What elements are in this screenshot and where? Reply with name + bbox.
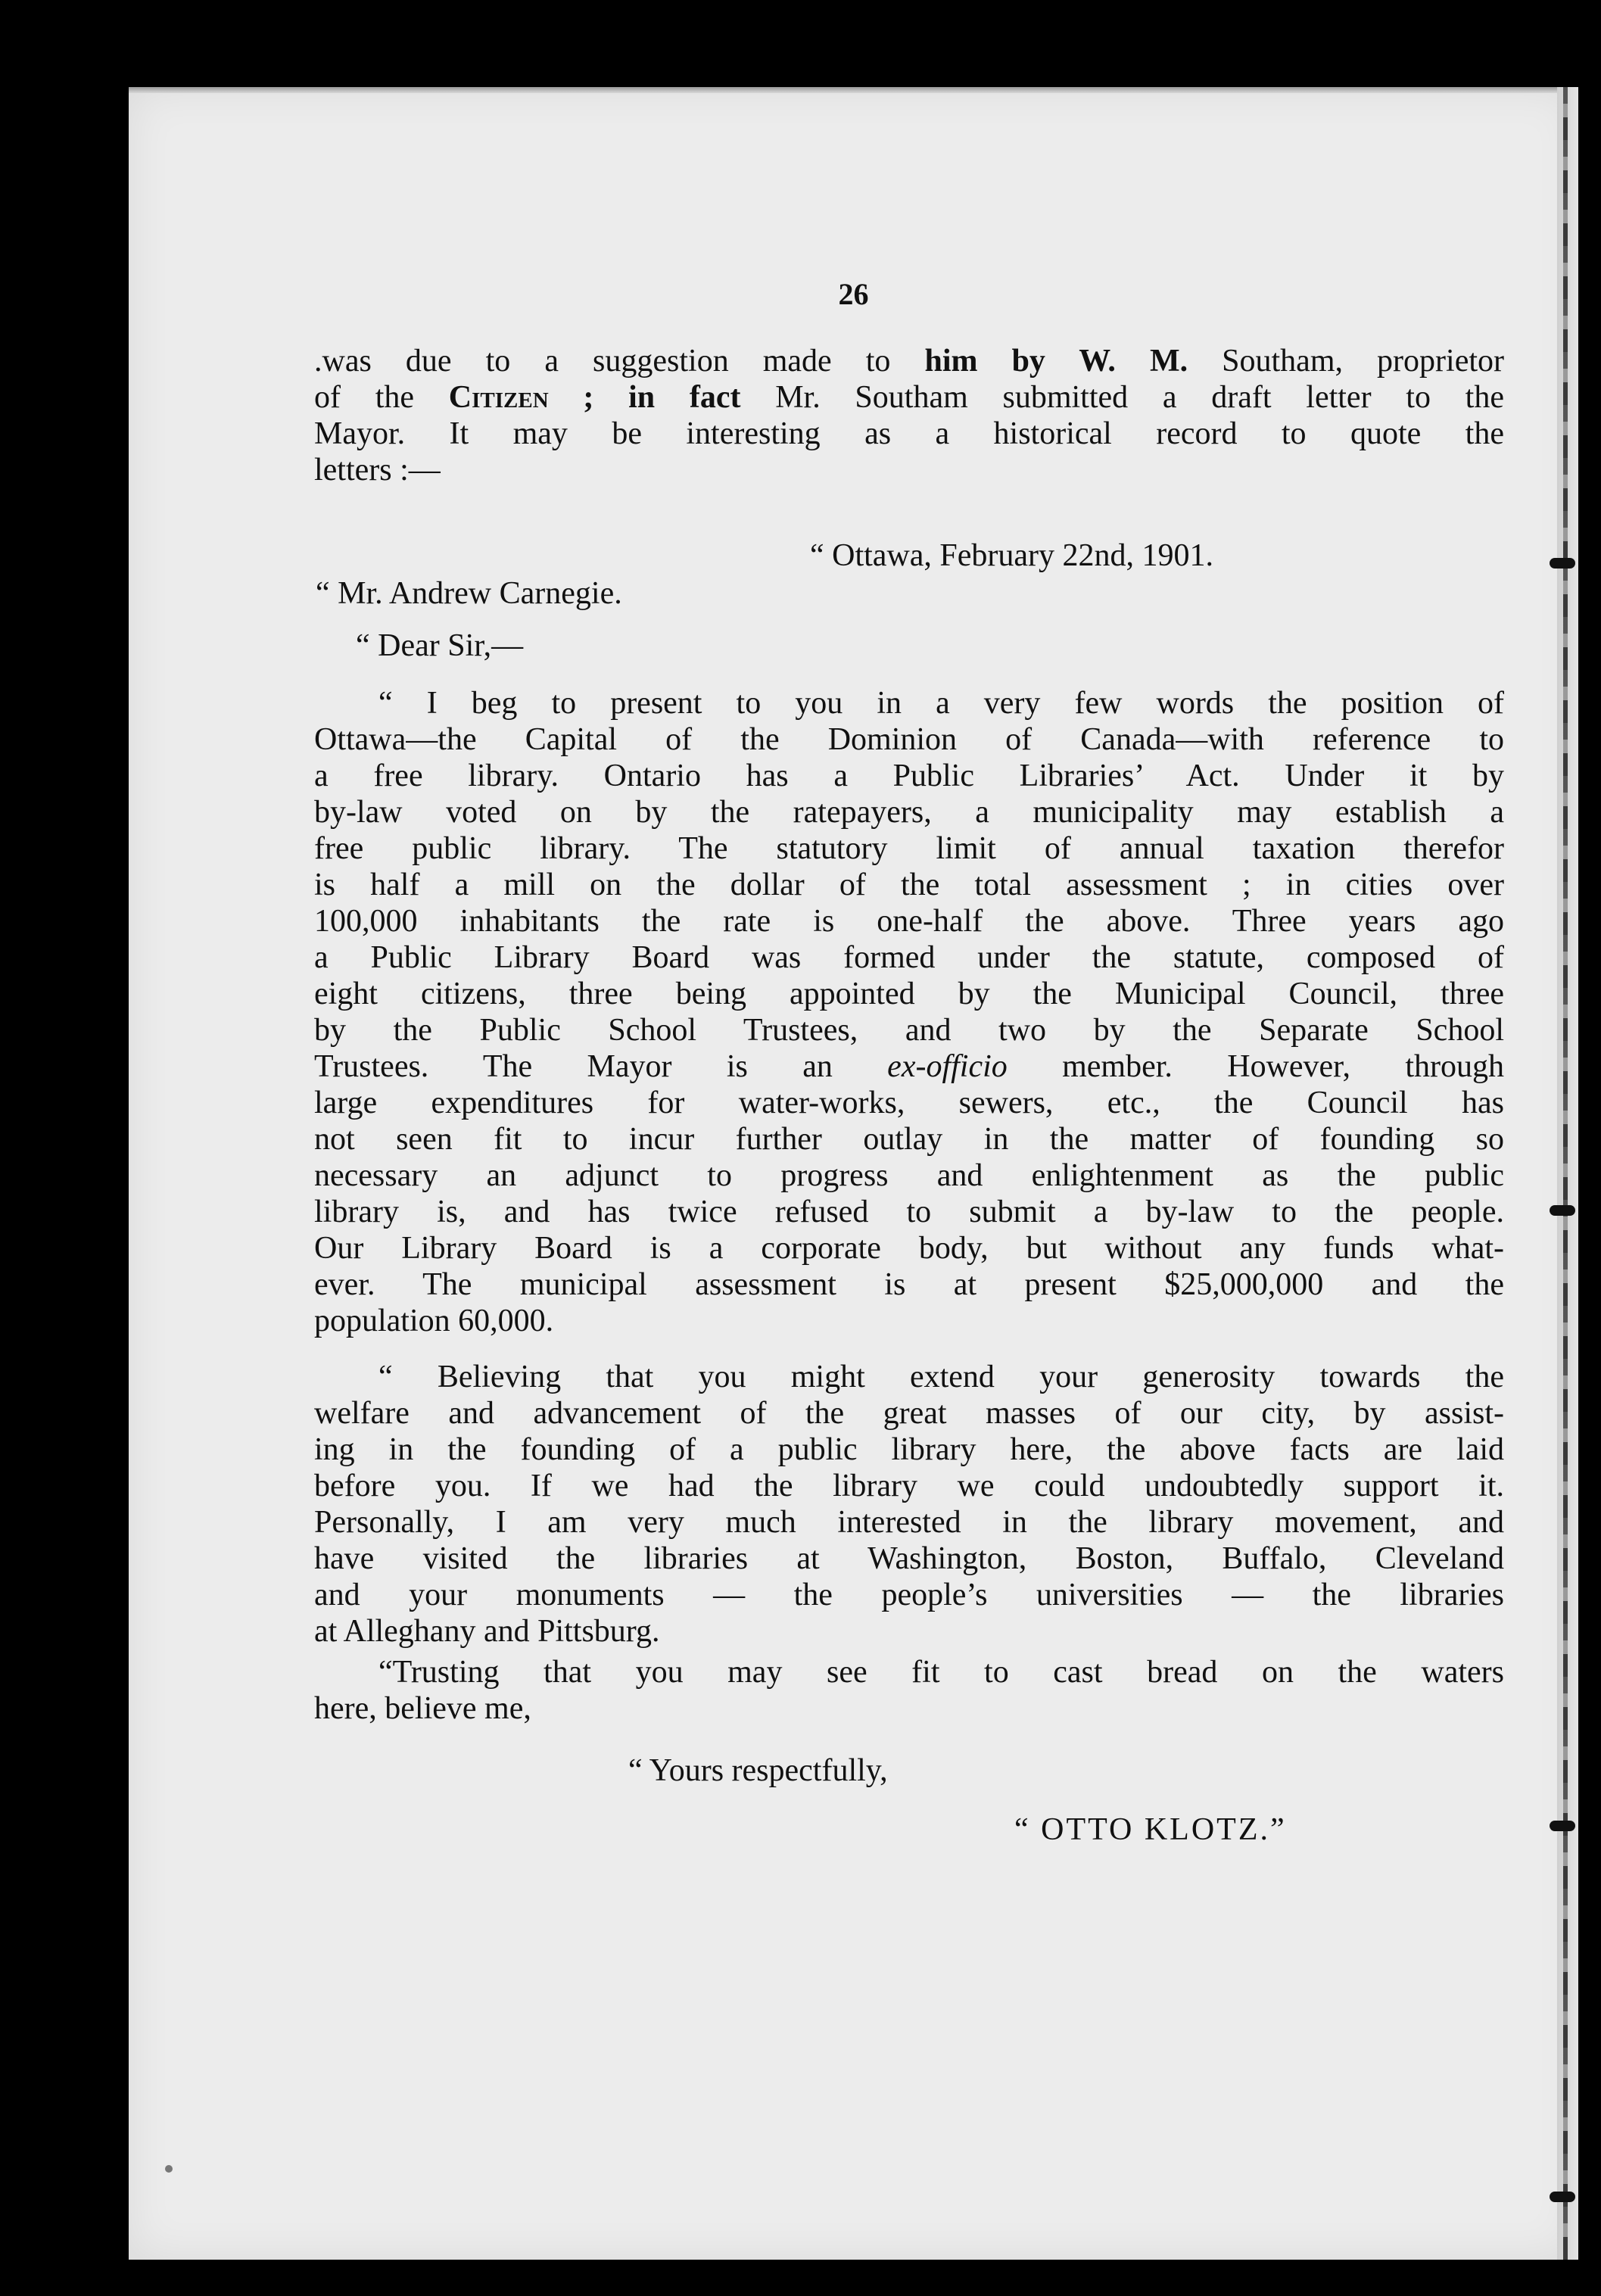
binding-mark [1550, 2192, 1575, 2202]
paragraph-line: free public library. The statutory limit of annual taxation therefor [314, 831, 1504, 866]
paragraph-line: large expenditures for water-works, sewers, etc., the Council has [314, 1086, 1504, 1120]
text-run: Trustees. The Mayor is an [314, 1049, 888, 1084]
paragraph-line: a Public Library Board was formed under the statute, composed of [314, 940, 1504, 975]
text-run: .was due to a suggestion made to [314, 344, 925, 379]
paragraph-line: Ottawa—the Capital of the Dominion of Canada—with reference to [314, 722, 1504, 757]
paragraph-line: by-law voted on by the ratepayers, a municipality may establish a [314, 795, 1504, 830]
binding-strip [1563, 87, 1568, 2260]
letter-closing: “ Yours respectfully, [628, 1753, 888, 1788]
paragraph-line: 100,000 inhabitants the rate is one-half the above. Three years ago [314, 904, 1504, 939]
paragraph-line: Our Library Board is a corporate body, but without any funds what- [314, 1231, 1504, 1266]
intro-line: Mayor. It may be interesting as a historical record to quote the [314, 416, 1504, 451]
intro-line [314, 379, 1504, 416]
paragraph-line: and your monuments — the people’s universities — the libraries [314, 1578, 1504, 1612]
scan-speck [165, 2165, 173, 2173]
text-run: Mr. Southam submitted a draft letter to the [775, 380, 1504, 415]
paragraph-line: “Trusting that you may see fit to cast bread on the waters [378, 1655, 1504, 1690]
paragraph-line: population 60,000. [314, 1304, 554, 1338]
letter-signature: “ OTTO KLOTZ.” [1014, 1812, 1287, 1847]
newspaper-name: Citizen [448, 380, 549, 415]
paragraph-line: ing in the founding of a public library here, the above facts are laid [314, 1432, 1504, 1467]
latin-term: ex-officio [887, 1049, 1008, 1084]
paragraph-line: have visited the libraries at Washington, Boston, Buffalo, Cleveland [314, 1541, 1504, 1576]
letter-addressee: “ Mr. Andrew Carnegie. [316, 576, 622, 611]
paragraph-line: at Alleghany and Pittsburg. [314, 1614, 660, 1649]
intro-line [314, 343, 1504, 379]
paragraph-line: ever. The municipal assessment is at present $25,000,000 and the [314, 1267, 1504, 1302]
paragraph-line: necessary an adjunct to progress and enlightenment as the public [314, 1158, 1504, 1193]
page-number: 26 [838, 277, 869, 311]
paragraph-line: by the Public School Trustees, and two by the Separate School [314, 1013, 1504, 1048]
paragraph-line: Personally, I am very much interested in the library movement, and [314, 1505, 1504, 1540]
paragraph-line: eight citizens, three being appointed by the Municipal Council, three [314, 977, 1504, 1011]
paragraph-line [314, 1048, 1504, 1085]
text-run: Southam, proprietor [1188, 344, 1504, 379]
scanned-page [129, 87, 1578, 2260]
page-top-edge [129, 87, 1578, 93]
binding-mark [1550, 558, 1575, 569]
intro-paragraph [314, 343, 1504, 488]
letter-dateline: “ Ottawa, February 22nd, 1901. [810, 538, 1214, 573]
paragraph-line: a free library. Ontario has a Public Libraries’ Act. Under it by [314, 759, 1504, 793]
paragraph-line: “ I beg to present to you in a very few words the position of [378, 686, 1504, 721]
letter-paragraph-2 [314, 1359, 1504, 1650]
page-right-edge [1557, 87, 1578, 2260]
paragraph-line: welfare and advancement of the great masses of our city, by assist- [314, 1396, 1504, 1431]
binding-mark [1550, 1821, 1575, 1831]
paragraph-line: before you. If we had the library we could undoubtedly support it. [314, 1469, 1504, 1503]
intro-line: letters :— [314, 453, 441, 488]
letter-paragraph-3 [314, 1654, 1504, 1727]
letter-salutation: “ Dear Sir,— [356, 628, 524, 663]
letter-paragraph-1 [314, 685, 1504, 1339]
text-run: ; in fact [548, 380, 776, 415]
paragraph-line: here, believe me, [314, 1691, 531, 1726]
text-run: member. However, through [1007, 1049, 1504, 1084]
paragraph-line: not seen fit to incur further outlay in the matter of founding so [314, 1122, 1504, 1157]
paragraph-line: library is, and has twice refused to submit a by-law to the people. [314, 1195, 1504, 1229]
paragraph-line: is half a mill on the dollar of the total assessment ; in cities over [314, 868, 1504, 902]
paragraph-line: “ Believing that you might extend your generosity towards the [378, 1360, 1504, 1394]
text-run: of the [314, 380, 449, 415]
text-run: him by W. M. [924, 344, 1188, 379]
binding-mark [1550, 1205, 1575, 1216]
